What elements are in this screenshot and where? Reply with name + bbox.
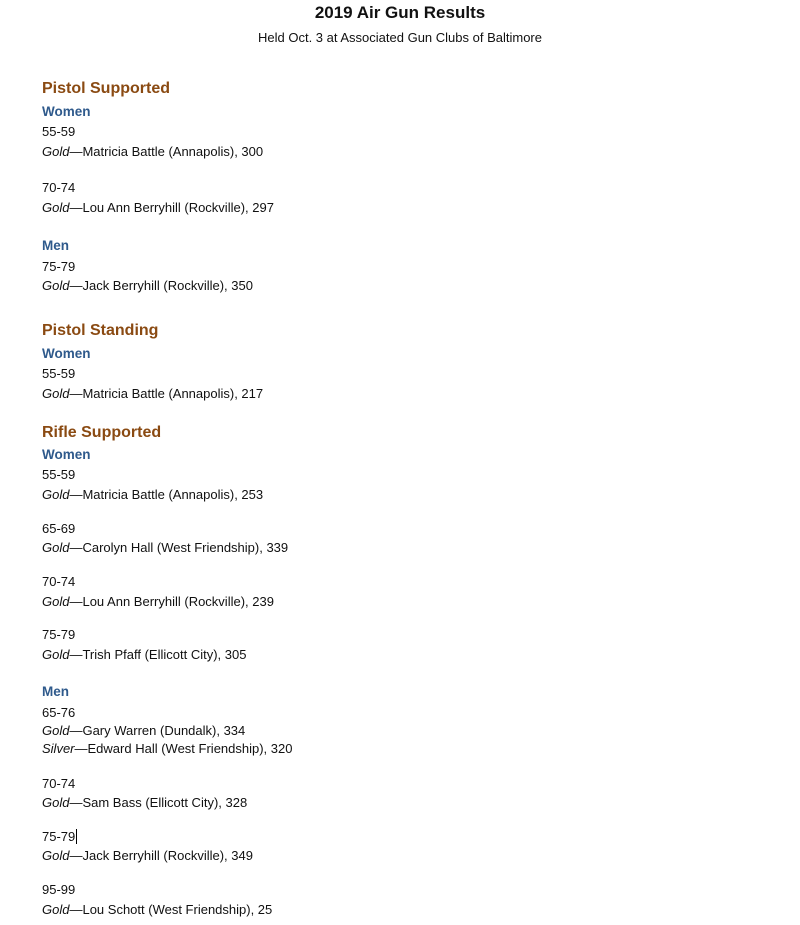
result-text: —Matricia Battle (Annapolis), 300 (69, 144, 264, 159)
result-line (42, 540, 288, 555)
gender-heading: Women (42, 447, 91, 462)
result-text: —Matricia Battle (Annapolis), 253 (69, 487, 264, 502)
result-text: —Lou Ann Berryhill (Rockville), 297 (69, 200, 274, 215)
event-heading: Pistol Standing (42, 322, 159, 339)
result-line (42, 741, 292, 756)
medal-label: Gold (42, 386, 70, 401)
result-line (42, 723, 245, 738)
result-text: —Carolyn Hall (West Friendship), 339 (69, 540, 289, 555)
medal-label: Gold (42, 647, 70, 662)
age-group-label: 65-69 (42, 521, 76, 536)
document-title: 2019 Air Gun Results (314, 3, 486, 22)
age-group-label: 70-74 (42, 574, 76, 589)
medal-label: Gold (42, 795, 70, 810)
result-line (42, 278, 253, 293)
medal-label: Gold (42, 594, 70, 609)
age-group-label: 55-59 (42, 124, 76, 139)
result-text: —Jack Berryhill (Rockville), 349 (69, 848, 253, 863)
event-heading: Rifle Supported (42, 424, 162, 441)
result-text: —Gary Warren (Dundalk), 334 (69, 723, 246, 738)
text-cursor (76, 829, 77, 844)
result-text: —Lou Schott (West Friendship), 25 (69, 902, 273, 917)
event-heading: Pistol Supported (42, 80, 170, 97)
medal-label: Gold (42, 540, 70, 555)
result-line (42, 200, 274, 215)
result-text: —Jack Berryhill (Rockville), 350 (69, 278, 253, 293)
medal-label: Gold (42, 723, 70, 738)
medal-label: Silver (42, 741, 75, 756)
age-group-label: 55-59 (42, 366, 76, 381)
result-line (42, 795, 247, 810)
age-group-label: 65-76 (42, 705, 76, 720)
age-group-label: 70-74 (42, 180, 76, 195)
age-group-label: 75-79 (42, 627, 76, 642)
result-text: —Lou Ann Berryhill (Rockville), 239 (69, 594, 274, 609)
gender-heading: Men (42, 684, 69, 699)
age-group-label: 75-79 (42, 259, 76, 274)
result-line (42, 848, 253, 863)
document-subtitle: Held Oct. 3 at Associated Gun Clubs of Baltimore (258, 30, 542, 45)
result-line (42, 902, 272, 917)
result-text: —Edward Hall (West Friendship), 320 (74, 741, 293, 756)
age-group-label: 75-79 (42, 829, 76, 844)
result-line (42, 594, 274, 609)
gender-heading: Men (42, 238, 69, 253)
result-text: —Sam Bass (Ellicott City), 328 (69, 795, 248, 810)
medal-label: Gold (42, 902, 70, 917)
result-line (42, 386, 263, 401)
gender-heading: Women (42, 104, 91, 119)
age-group-label: 70-74 (42, 776, 76, 791)
result-text: —Matricia Battle (Annapolis), 217 (69, 386, 264, 401)
age-group-label: 95-99 (42, 882, 76, 897)
age-group-label: 55-59 (42, 467, 76, 482)
medal-label: Gold (42, 487, 70, 502)
result-line (42, 487, 263, 502)
result-line (42, 647, 246, 662)
gender-heading: Women (42, 346, 91, 361)
medal-label: Gold (42, 278, 70, 293)
medal-label: Gold (42, 200, 70, 215)
medal-label: Gold (42, 144, 70, 159)
medal-label: Gold (42, 848, 70, 863)
result-text: —Trish Pfaff (Ellicott City), 305 (69, 647, 247, 662)
result-line (42, 144, 263, 159)
